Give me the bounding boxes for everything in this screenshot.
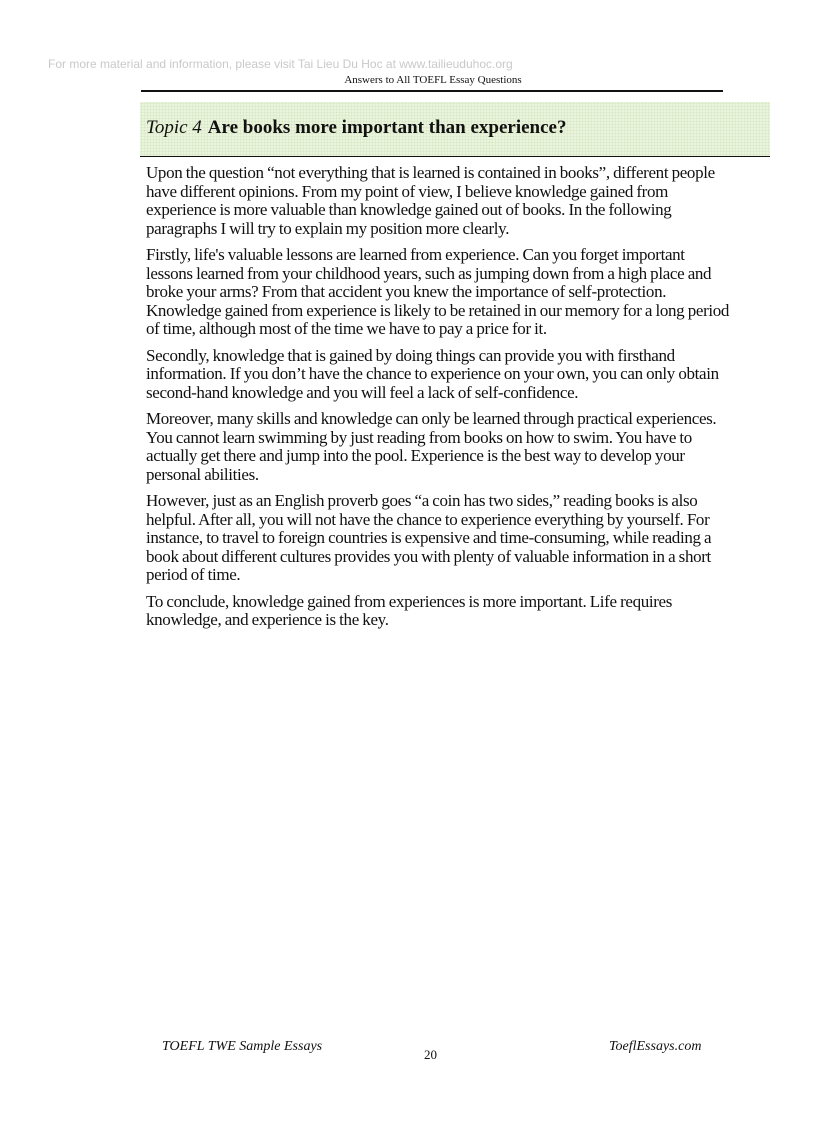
essay-body <box>146 164 732 638</box>
topic-title <box>146 117 566 139</box>
header-rule <box>141 90 723 92</box>
topic-question: Are books more important than experience? <box>207 117 567 138</box>
paragraph-however: However, just as an English proverb goes “a coin has two sides,” reading books is also helpful. After all, you will not have the chance to experience everything by yourself. For instance, to travel to foreign countries is expensive and time-consuming, while reading a book about different cultures provides you with plenty of valuable information in a short period of time. <box>146 491 712 584</box>
topic-label: Topic 4 <box>146 117 202 138</box>
page-number: 20 <box>424 1047 437 1062</box>
footer-book-title: TOEFL TWE Sample Essays <box>162 1039 323 1054</box>
paragraph-conclusion: To conclude, knowledge gained from experiences is more important. Life requires knowledge, and experience is the key. <box>146 591 673 629</box>
watermark: For more material and information, please visit Tai Lieu Du Hoc at www.tailieuduhoc.org <box>48 57 513 71</box>
footer-website: ToeflEssays.com <box>609 1039 702 1054</box>
paragraph-firstly: Firstly, life's valuable lessons are learned from experience. Can you forget important lessons learned from your childhood years, such as jumping down from a high place and broke your arms? From that accident you knew the importance of self-protection. Knowledge gained from experience is likely to be retained in our memory for a long period of time, although most of the time we have to pay a price for it. <box>146 245 730 338</box>
running-header: Answers to All TOEFL Essay Questions <box>344 74 522 86</box>
paragraph-moreover: Moreover, many skills and knowledge can only be learned through practical experiences. You cannot learn swimming by just reading from books on how to swim. You have to actually get there and jump into the pool. Experience is the best way to develop your personal abilities. <box>146 409 717 484</box>
topic-rule <box>140 156 770 157</box>
paragraph-secondly: Secondly, knowledge that is gained by doing things can provide you with firsthand information. If you don’t have the chance to experience on your own, you can only obtain second-hand knowledge and you will feel a lack of self-confidence. <box>146 345 719 402</box>
paragraph-intro: Upon the question “not everything that is learned is contained in books”, different people have different opinions. From my point of view, I believe knowledge gained from experience is more valuable than knowledge gained out of books. In the following paragraphs I will try to explain my position more clearly. <box>146 163 715 238</box>
